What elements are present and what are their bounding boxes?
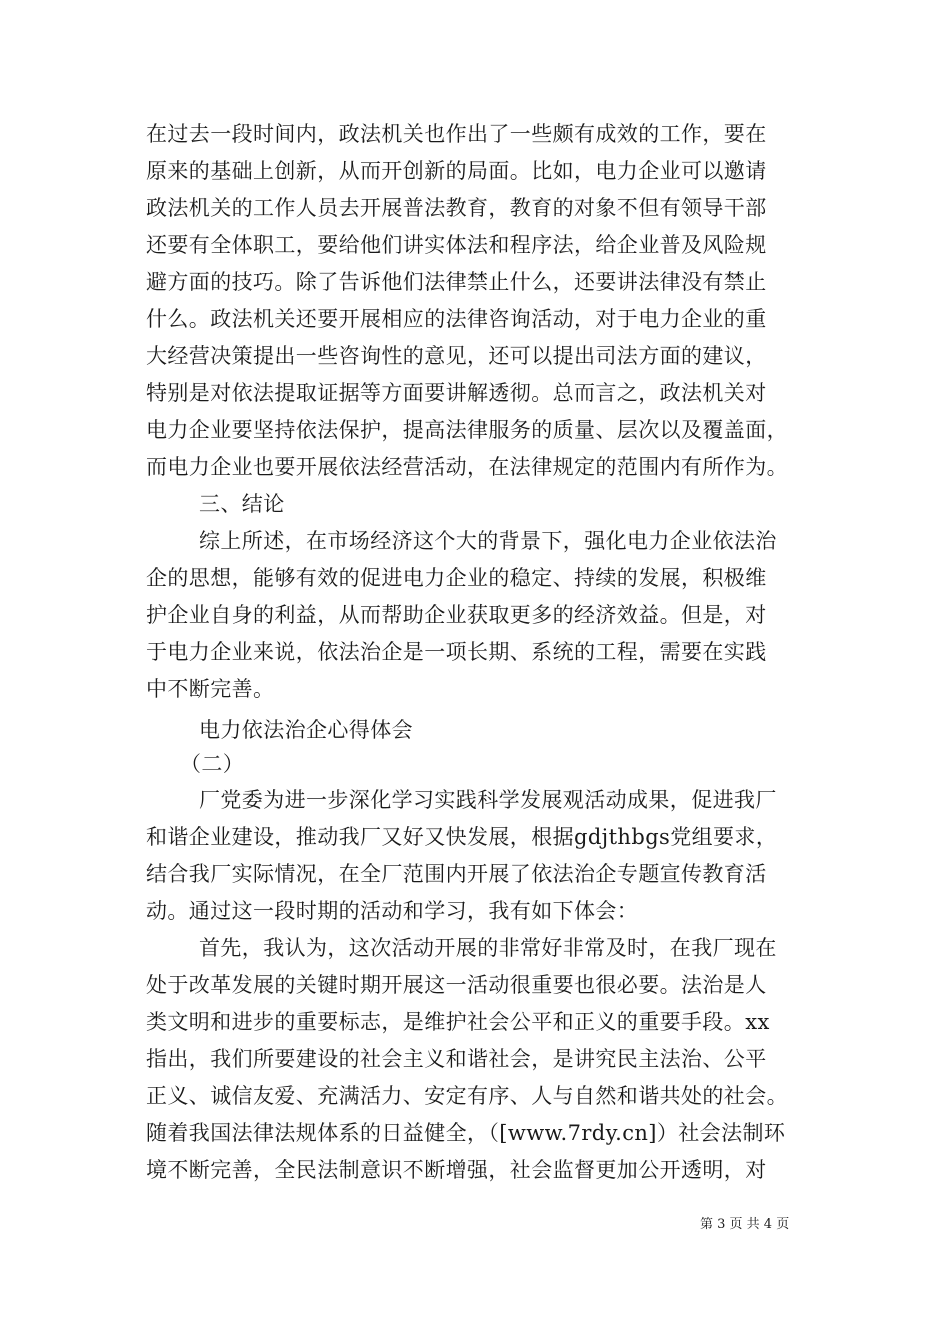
text-line: 首先，我认为，这次活动开展的非常好非常及时，在我厂现在 bbox=[199, 936, 777, 960]
text-line: 护企业自身的利益，从而帮助企业获取更多的经济效益。但是，对 bbox=[146, 603, 767, 627]
text-line: 在过去一段时间内，政法机关也作出了一些颇有成效的工作，要在 bbox=[146, 122, 767, 146]
section-heading: 三、结论 bbox=[199, 492, 285, 516]
text-line: 还要有全体职工，要给他们讲实体法和程序法，给企业普及风险规 bbox=[146, 233, 767, 257]
article-title: 电力依法治企心得体会 bbox=[199, 718, 413, 742]
text-line: 类文明和进步的重要标志，是维护社会公平和正义的重要手段。xx bbox=[146, 1010, 770, 1034]
text-line: 结合我厂实际情况，在全厂范围内开展了依法治企专题宣传教育活 bbox=[146, 862, 767, 886]
text-line: 和谐企业建设，推动我厂又好又快发展，根据gdjthbgs党组要求， bbox=[146, 825, 778, 849]
text-line: 处于改革发展的关键时期开展这一活动很重要也很必要。法治是人 bbox=[146, 973, 767, 997]
text-line: 企的思想，能够有效的促进电力企业的稳定、持续的发展，积极维 bbox=[146, 566, 767, 590]
text-line: 什么。政法机关还要开展相应的法律咨询活动，对于电力企业的重 bbox=[146, 307, 767, 331]
text-line: 大经营决策提出一些咨询性的意见，还可以提出司法方面的建议， bbox=[146, 344, 767, 368]
text-line: 随着我国法律法规体系的日益健全，（[www.7rdy.cn]）社会法制环 bbox=[146, 1121, 786, 1145]
page-number: 第 3 页 共 4 页 bbox=[700, 1217, 790, 1232]
text-line: 指出，我们所要建设的社会主义和谐社会，是讲究民主法治、公平 bbox=[146, 1047, 767, 1071]
text-line: 境不断完善，全民法制意识不断增强，社会监督更加公开透明，对 bbox=[146, 1158, 767, 1182]
text-line: 政法机关的工作人员去开展普法教育，教育的对象不但有领导干部 bbox=[146, 196, 767, 220]
text-line: 中不断完善。 bbox=[146, 677, 275, 701]
text-line: 避方面的技巧。除了告诉他们法律禁止什么，还要讲法律没有禁止 bbox=[146, 270, 767, 294]
text-line: 综上所述，在市场经济这个大的背景下，强化电力企业依法治 bbox=[199, 529, 777, 553]
text-line: 特别是对依法提取证据等方面要讲解透彻。总而言之，政法机关对 bbox=[146, 381, 767, 405]
text-line: 厂党委为进一步深化学习实践科学发展观活动成果，促进我厂 bbox=[199, 788, 777, 812]
text-line: 原来的基础上创新，从而开创新的局面。比如，电力企业可以邀请 bbox=[146, 159, 767, 183]
text-line: 动。通过这一段时期的活动和学习，我有如下体会： bbox=[146, 899, 639, 923]
text-line: 正义、诚信友爱、充满活力、安定有序、人与自然和谐共处的社会。 bbox=[146, 1084, 788, 1108]
text-line: 电力企业要坚持依法保护，提高法律服务的质量、层次以及覆盖面， bbox=[146, 418, 788, 442]
text-line: 于电力企业来说，依法治企是一项长期、系统的工程，需要在实践 bbox=[146, 640, 767, 664]
part-label: （二） bbox=[180, 752, 245, 776]
text-line: 而电力企业也要开展依法经营活动，在法律规定的范围内有所作为。 bbox=[146, 455, 788, 479]
